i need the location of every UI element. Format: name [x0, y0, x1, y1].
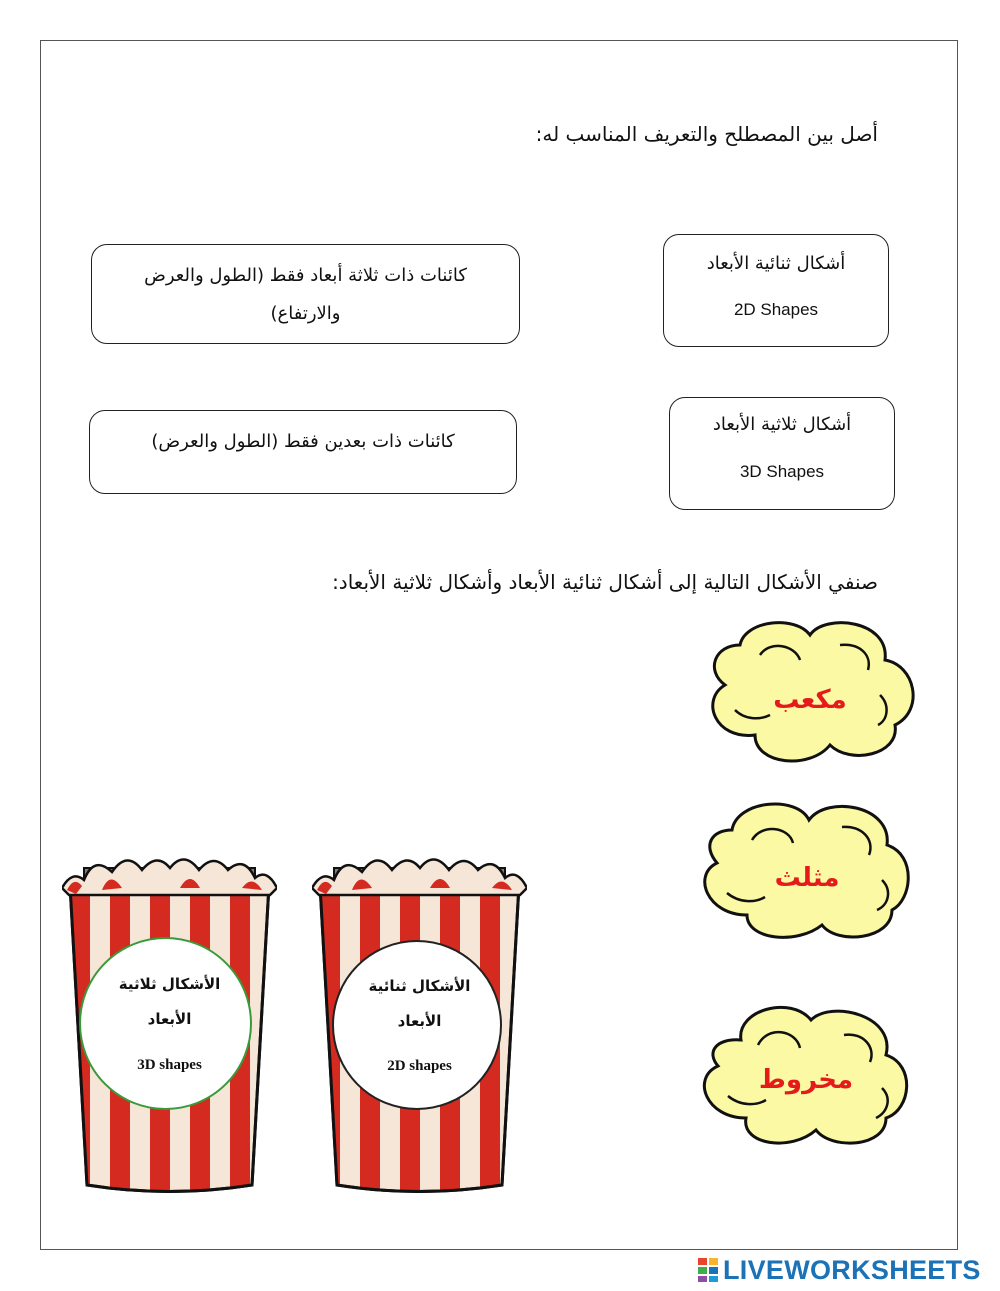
term-2d-english: 2D Shapes [733, 300, 819, 319]
bucket-3d-label-line3: 3D shapes [137, 1057, 202, 1073]
matching-instruction: أصل بين المصطلح والتعريف المناسب له: [535, 122, 878, 146]
term-3d-arabic: أشكال ثلاثية الأبعاد [712, 414, 852, 435]
liveworksheets-logo [697, 1253, 981, 1287]
term-2d-shapes[interactable] [663, 234, 889, 347]
definition-two-dimensions-text: كائنات ذات بعدين فقط (الطول والعرض) [151, 431, 455, 452]
bucket-2d-shapes[interactable] [312, 850, 527, 1195]
bucket-2d-label-line3: 2D shapes [387, 1058, 452, 1074]
term-3d-english: 3D Shapes [739, 462, 825, 481]
popcorn-cube-label: مكعب [773, 685, 847, 715]
definition-three-dimensions-text: كائنات ذات ثلاثة أبعاد فقط (الطول والعرض والارتفاع) [144, 265, 467, 324]
bucket-3d-shapes[interactable] [62, 850, 277, 1195]
popcorn-triangle[interactable] [697, 795, 917, 945]
popcorn-cone-label: مخروط [758, 1065, 854, 1095]
popcorn-cone[interactable] [696, 1000, 916, 1150]
term-2d-arabic: أشكال ثنائية الأبعاد [706, 253, 846, 274]
classify-instruction: صنفي الأشكال التالية إلى أشكال ثنائية الأبعاد وأشكال ثلاثية الأبعاد: [332, 570, 878, 594]
term-3d-shapes[interactable] [669, 397, 895, 510]
popcorn-cube[interactable] [700, 615, 920, 765]
bucket-3d-label-line2: الأبعاد [147, 1010, 192, 1028]
bucket-2d-label-line2: الأبعاد [397, 1012, 442, 1030]
popcorn-triangle-label: مثلث [774, 863, 840, 893]
bucket-3d-label-line1: الأشكال ثلاثية [118, 975, 221, 993]
liveworksheets-logo-text: LIVEWORKSHEETS [723, 1254, 981, 1285]
definition-three-dimensions[interactable] [91, 244, 520, 344]
definition-two-dimensions[interactable] [89, 410, 517, 494]
bucket-2d-label-line1: الأشكال ثنائية [368, 977, 471, 995]
liveworksheets-logo-icon [697, 1257, 719, 1283]
